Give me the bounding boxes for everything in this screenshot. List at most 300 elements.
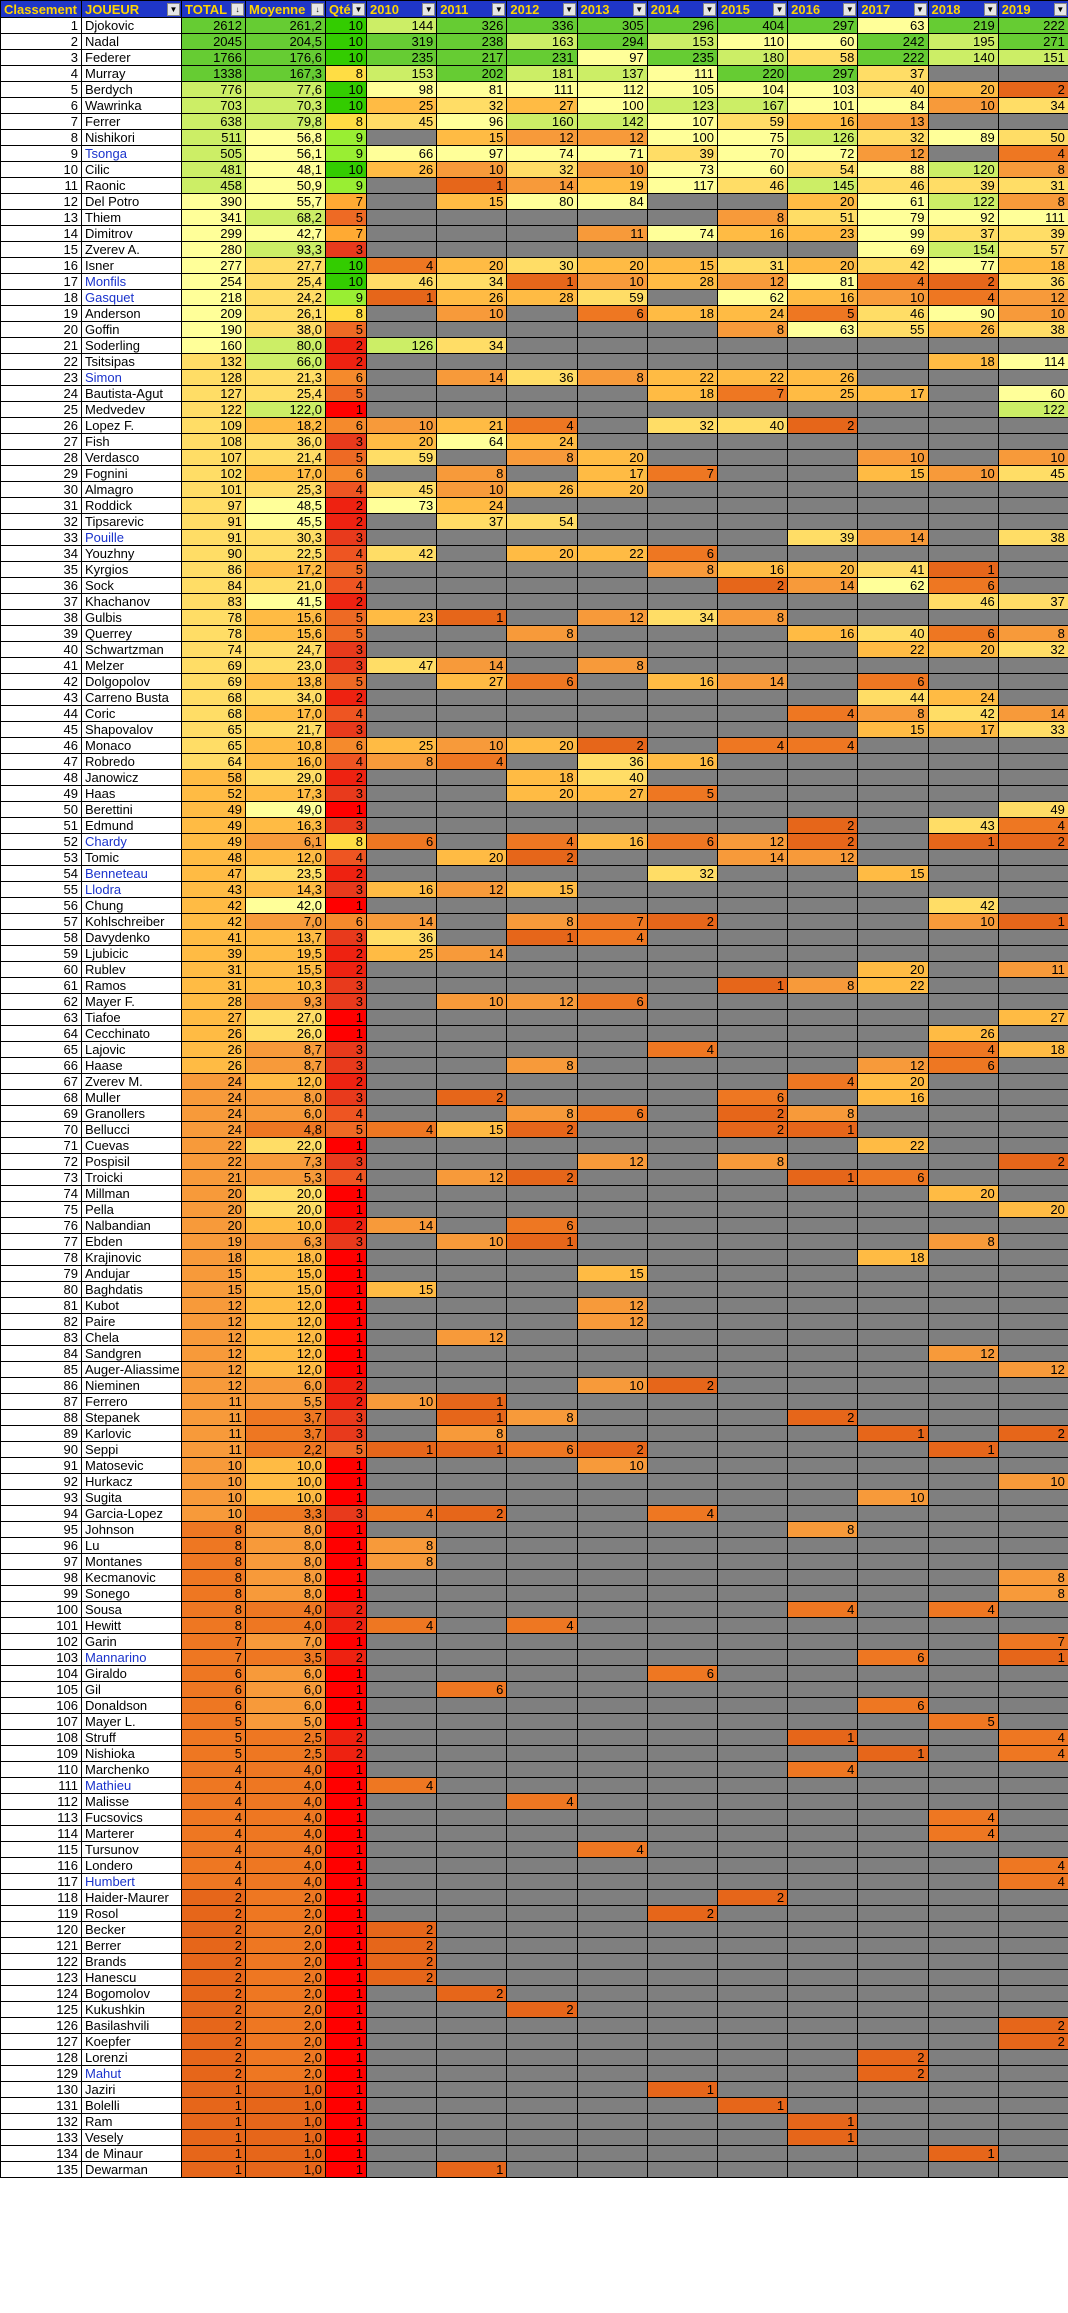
- cell-y2017[interactable]: [858, 2018, 928, 2034]
- cell-rank[interactable]: 45: [1, 722, 82, 738]
- cell-y2012[interactable]: [507, 1138, 577, 1154]
- cell-y2018[interactable]: [928, 450, 998, 466]
- cell-average[interactable]: 4,0: [246, 1810, 326, 1826]
- cell-y2013[interactable]: 6: [577, 994, 647, 1010]
- cell-player[interactable]: Kubot: [82, 1298, 182, 1314]
- cell-count[interactable]: 4: [326, 546, 367, 562]
- cell-y2011[interactable]: [437, 2002, 507, 2018]
- cell-y2018[interactable]: [928, 786, 998, 802]
- cell-y2011[interactable]: [437, 578, 507, 594]
- cell-rank[interactable]: 109: [1, 1746, 82, 1762]
- cell-y2014[interactable]: 15: [647, 258, 717, 274]
- cell-y2012[interactable]: [507, 1778, 577, 1794]
- cell-y2017[interactable]: [858, 354, 928, 370]
- column-header-2010[interactable]: [367, 1, 437, 18]
- cell-rank[interactable]: 125: [1, 2002, 82, 2018]
- cell-y2014[interactable]: [647, 242, 717, 258]
- cell-y2019[interactable]: 8: [998, 626, 1068, 642]
- cell-y2014[interactable]: 296: [647, 18, 717, 34]
- cell-y2017[interactable]: 6: [858, 1170, 928, 1186]
- cell-y2019[interactable]: 111: [998, 210, 1068, 226]
- cell-rank[interactable]: 113: [1, 1810, 82, 1826]
- cell-y2016[interactable]: 5: [788, 306, 858, 322]
- cell-y2017[interactable]: [858, 1842, 928, 1858]
- cell-rank[interactable]: 97: [1, 1554, 82, 1570]
- cell-y2016[interactable]: 8: [788, 1522, 858, 1538]
- cell-y2017[interactable]: 84: [858, 98, 928, 114]
- cell-y2016[interactable]: 63: [788, 322, 858, 338]
- cell-y2015[interactable]: 14: [717, 674, 787, 690]
- cell-y2019[interactable]: 45: [998, 466, 1068, 482]
- cell-player[interactable]: Kecmanovic: [82, 1570, 182, 1586]
- cell-y2010[interactable]: 10: [367, 418, 437, 434]
- cell-y2014[interactable]: 2: [647, 914, 717, 930]
- cell-average[interactable]: 2,0: [246, 1954, 326, 1970]
- cell-player[interactable]: Nadal: [82, 34, 182, 50]
- cell-y2011[interactable]: 10: [437, 162, 507, 178]
- cell-player[interactable]: Murray: [82, 66, 182, 82]
- cell-y2017[interactable]: [858, 1106, 928, 1122]
- cell-y2012[interactable]: 80: [507, 194, 577, 210]
- cell-y2017[interactable]: [858, 1682, 928, 1698]
- cell-y2018[interactable]: [928, 962, 998, 978]
- cell-y2012[interactable]: [507, 306, 577, 322]
- cell-total[interactable]: 776: [182, 82, 246, 98]
- cell-average[interactable]: 5,0: [246, 1714, 326, 1730]
- cell-count[interactable]: 1: [326, 2130, 367, 2146]
- cell-y2011[interactable]: [437, 1762, 507, 1778]
- cell-y2014[interactable]: [647, 1810, 717, 1826]
- cell-y2018[interactable]: [928, 498, 998, 514]
- cell-rank[interactable]: 98: [1, 1570, 82, 1586]
- cell-y2015[interactable]: [717, 690, 787, 706]
- cell-player[interactable]: Pouille: [82, 530, 182, 546]
- cell-y2015[interactable]: [717, 1058, 787, 1074]
- cell-y2012[interactable]: [507, 2130, 577, 2146]
- cell-count[interactable]: 1: [326, 1362, 367, 1378]
- cell-player[interactable]: Giraldo: [82, 1666, 182, 1682]
- cell-player[interactable]: Hurkacz: [82, 1474, 182, 1490]
- cell-count[interactable]: 9: [326, 178, 367, 194]
- cell-y2017[interactable]: [858, 738, 928, 754]
- cell-y2015[interactable]: [717, 1234, 787, 1250]
- cell-y2019[interactable]: [998, 338, 1068, 354]
- cell-y2011[interactable]: 1: [437, 1394, 507, 1410]
- cell-player[interactable]: Marchenko: [82, 1762, 182, 1778]
- cell-y2012[interactable]: [507, 658, 577, 674]
- cell-player[interactable]: Roddick: [82, 498, 182, 514]
- cell-y2013[interactable]: [577, 322, 647, 338]
- cell-y2012[interactable]: [507, 1762, 577, 1778]
- cell-y2010[interactable]: [367, 1250, 437, 1266]
- cell-total[interactable]: 481: [182, 162, 246, 178]
- cell-y2012[interactable]: 18: [507, 770, 577, 786]
- cell-y2011[interactable]: [437, 1298, 507, 1314]
- cell-y2014[interactable]: [647, 210, 717, 226]
- cell-total[interactable]: 101: [182, 482, 246, 498]
- cell-y2018[interactable]: 90: [928, 306, 998, 322]
- cell-y2017[interactable]: [858, 1778, 928, 1794]
- cell-y2019[interactable]: [998, 850, 1068, 866]
- cell-y2011[interactable]: [437, 1154, 507, 1170]
- cell-count[interactable]: 8: [326, 66, 367, 82]
- cell-player[interactable]: Bolelli: [82, 2098, 182, 2114]
- cell-count[interactable]: 1: [326, 1570, 367, 1586]
- cell-y2010[interactable]: [367, 1058, 437, 1074]
- cell-y2010[interactable]: 4: [367, 258, 437, 274]
- cell-y2010[interactable]: 23: [367, 610, 437, 626]
- cell-y2014[interactable]: [647, 882, 717, 898]
- cell-y2016[interactable]: [788, 1378, 858, 1394]
- cell-player[interactable]: Llodra: [82, 882, 182, 898]
- cell-y2013[interactable]: [577, 1218, 647, 1234]
- cell-y2013[interactable]: [577, 1058, 647, 1074]
- cell-total[interactable]: 2: [182, 1890, 246, 1906]
- cell-y2018[interactable]: 1: [928, 834, 998, 850]
- cell-y2017[interactable]: 20: [858, 962, 928, 978]
- cell-y2019[interactable]: 34: [998, 98, 1068, 114]
- cell-average[interactable]: 18,0: [246, 1250, 326, 1266]
- cell-y2010[interactable]: [367, 466, 437, 482]
- cell-y2017[interactable]: 17: [858, 386, 928, 402]
- cell-y2016[interactable]: [788, 1218, 858, 1234]
- cell-y2014[interactable]: [647, 946, 717, 962]
- cell-count[interactable]: 8: [326, 306, 367, 322]
- cell-y2016[interactable]: 1: [788, 2114, 858, 2130]
- cell-y2018[interactable]: [928, 1842, 998, 1858]
- cell-y2017[interactable]: 15: [858, 866, 928, 882]
- cell-y2014[interactable]: 6: [647, 1666, 717, 1682]
- cell-y2012[interactable]: [507, 802, 577, 818]
- cell-y2015[interactable]: [717, 242, 787, 258]
- cell-y2019[interactable]: 1: [998, 1650, 1068, 1666]
- cell-y2019[interactable]: [998, 1778, 1068, 1794]
- cell-player[interactable]: Chela: [82, 1330, 182, 1346]
- cell-y2010[interactable]: [367, 802, 437, 818]
- cell-y2012[interactable]: 2: [507, 2002, 577, 2018]
- cell-average[interactable]: 77,6: [246, 82, 326, 98]
- cell-y2019[interactable]: [998, 1906, 1068, 1922]
- cell-y2011[interactable]: [437, 1202, 507, 1218]
- cell-y2017[interactable]: [858, 1714, 928, 1730]
- cell-y2016[interactable]: [788, 1746, 858, 1762]
- cell-player[interactable]: Garin: [82, 1634, 182, 1650]
- cell-y2013[interactable]: [577, 1682, 647, 1698]
- cell-y2012[interactable]: [507, 1826, 577, 1842]
- cell-player[interactable]: Brands: [82, 1954, 182, 1970]
- cell-y2014[interactable]: [647, 1522, 717, 1538]
- cell-y2012[interactable]: [507, 978, 577, 994]
- cell-average[interactable]: 12,0: [246, 1298, 326, 1314]
- cell-y2015[interactable]: [717, 1586, 787, 1602]
- cell-rank[interactable]: 11: [1, 178, 82, 194]
- cell-y2013[interactable]: [577, 1810, 647, 1826]
- cell-player[interactable]: Ebden: [82, 1234, 182, 1250]
- cell-y2015[interactable]: 110: [717, 34, 787, 50]
- cell-y2011[interactable]: 217: [437, 50, 507, 66]
- cell-y2013[interactable]: [577, 1698, 647, 1714]
- cell-y2014[interactable]: 7: [647, 466, 717, 482]
- cell-average[interactable]: 26,0: [246, 1026, 326, 1042]
- cell-y2010[interactable]: 2: [367, 1954, 437, 1970]
- cell-y2019[interactable]: [998, 1122, 1068, 1138]
- cell-rank[interactable]: 75: [1, 1202, 82, 1218]
- cell-y2013[interactable]: 12: [577, 610, 647, 626]
- cell-y2010[interactable]: [367, 690, 437, 706]
- cell-rank[interactable]: 106: [1, 1698, 82, 1714]
- cell-count[interactable]: 2: [326, 866, 367, 882]
- cell-rank[interactable]: 110: [1, 1762, 82, 1778]
- cell-y2015[interactable]: [717, 770, 787, 786]
- cell-count[interactable]: 3: [326, 530, 367, 546]
- cell-total[interactable]: 8: [182, 1602, 246, 1618]
- cell-count[interactable]: 1: [326, 2114, 367, 2130]
- cell-y2019[interactable]: [998, 370, 1068, 386]
- cell-y2019[interactable]: [998, 1890, 1068, 1906]
- cell-count[interactable]: 10: [326, 82, 367, 98]
- cell-y2019[interactable]: [998, 994, 1068, 1010]
- cell-y2011[interactable]: 326: [437, 18, 507, 34]
- cell-y2019[interactable]: 57: [998, 242, 1068, 258]
- cell-y2014[interactable]: [647, 1490, 717, 1506]
- cell-count[interactable]: 3: [326, 930, 367, 946]
- cell-y2011[interactable]: [437, 706, 507, 722]
- cell-y2012[interactable]: 231: [507, 50, 577, 66]
- cell-average[interactable]: 6,0: [246, 1698, 326, 1714]
- cell-average[interactable]: 10,0: [246, 1218, 326, 1234]
- cell-y2010[interactable]: [367, 1026, 437, 1042]
- cell-y2012[interactable]: 20: [507, 786, 577, 802]
- cell-total[interactable]: 6: [182, 1698, 246, 1714]
- cell-y2010[interactable]: 10: [367, 1394, 437, 1410]
- cell-y2010[interactable]: 45: [367, 114, 437, 130]
- cell-count[interactable]: 5: [326, 562, 367, 578]
- cell-y2015[interactable]: [717, 1666, 787, 1682]
- cell-y2012[interactable]: 28: [507, 290, 577, 306]
- cell-y2016[interactable]: [788, 594, 858, 610]
- cell-y2011[interactable]: [437, 1346, 507, 1362]
- filter-dropdown-icon[interactable]: ▼: [703, 3, 716, 16]
- cell-y2012[interactable]: [507, 1986, 577, 2002]
- cell-y2018[interactable]: [928, 1730, 998, 1746]
- cell-y2013[interactable]: [577, 1634, 647, 1650]
- cell-total[interactable]: 1: [182, 2082, 246, 2098]
- cell-player[interactable]: Nishioka: [82, 1746, 182, 1762]
- cell-rank[interactable]: 115: [1, 1842, 82, 1858]
- cell-total[interactable]: 5: [182, 1714, 246, 1730]
- cell-y2019[interactable]: [998, 1026, 1068, 1042]
- cell-player[interactable]: Robredo: [82, 754, 182, 770]
- cell-y2012[interactable]: [507, 1314, 577, 1330]
- cell-y2016[interactable]: [788, 898, 858, 914]
- cell-average[interactable]: 10,3: [246, 978, 326, 994]
- cell-y2011[interactable]: [437, 386, 507, 402]
- cell-y2016[interactable]: [788, 466, 858, 482]
- cell-y2013[interactable]: 15: [577, 1266, 647, 1282]
- cell-y2019[interactable]: 8: [998, 194, 1068, 210]
- cell-y2017[interactable]: [858, 1026, 928, 1042]
- cell-y2014[interactable]: [647, 1362, 717, 1378]
- cell-player[interactable]: Tipsarevic: [82, 514, 182, 530]
- cell-total[interactable]: 43: [182, 882, 246, 898]
- cell-count[interactable]: 9: [326, 130, 367, 146]
- cell-y2014[interactable]: [647, 1602, 717, 1618]
- cell-y2017[interactable]: [858, 1458, 928, 1474]
- cell-y2019[interactable]: [998, 658, 1068, 674]
- cell-y2018[interactable]: 17: [928, 722, 998, 738]
- cell-y2013[interactable]: 84: [577, 194, 647, 210]
- cell-total[interactable]: 42: [182, 914, 246, 930]
- cell-y2019[interactable]: 8: [998, 162, 1068, 178]
- cell-y2013[interactable]: [577, 1762, 647, 1778]
- cell-rank[interactable]: 103: [1, 1650, 82, 1666]
- cell-y2013[interactable]: 2: [577, 1442, 647, 1458]
- cell-y2018[interactable]: 6: [928, 1058, 998, 1074]
- cell-y2016[interactable]: [788, 450, 858, 466]
- cell-total[interactable]: 49: [182, 834, 246, 850]
- cell-y2014[interactable]: 16: [647, 674, 717, 690]
- cell-y2013[interactable]: [577, 1938, 647, 1954]
- cell-y2013[interactable]: 19: [577, 178, 647, 194]
- cell-y2013[interactable]: [577, 242, 647, 258]
- cell-y2018[interactable]: [928, 882, 998, 898]
- cell-y2019[interactable]: [998, 1378, 1068, 1394]
- cell-y2012[interactable]: [507, 1874, 577, 1890]
- cell-y2017[interactable]: [858, 786, 928, 802]
- cell-y2015[interactable]: 4: [717, 738, 787, 754]
- cell-y2014[interactable]: [647, 530, 717, 546]
- cell-total[interactable]: 2: [182, 1938, 246, 1954]
- cell-y2015[interactable]: [717, 2130, 787, 2146]
- cell-rank[interactable]: 12: [1, 194, 82, 210]
- cell-average[interactable]: 4,0: [246, 1826, 326, 1842]
- cell-y2012[interactable]: 4: [507, 418, 577, 434]
- cell-y2014[interactable]: [647, 930, 717, 946]
- cell-y2014[interactable]: [647, 978, 717, 994]
- cell-y2010[interactable]: 8: [367, 754, 437, 770]
- cell-rank[interactable]: 131: [1, 2098, 82, 2114]
- cell-y2016[interactable]: 12: [788, 850, 858, 866]
- cell-average[interactable]: 2,0: [246, 2002, 326, 2018]
- cell-player[interactable]: Jaziri: [82, 2082, 182, 2098]
- cell-y2017[interactable]: [858, 1586, 928, 1602]
- cell-y2014[interactable]: [647, 450, 717, 466]
- cell-y2016[interactable]: [788, 802, 858, 818]
- cell-player[interactable]: Mahut: [82, 2066, 182, 2082]
- cell-y2019[interactable]: 4: [998, 1746, 1068, 1762]
- cell-y2016[interactable]: [788, 1666, 858, 1682]
- cell-y2013[interactable]: [577, 1794, 647, 1810]
- cell-total[interactable]: 15: [182, 1282, 246, 1298]
- cell-y2013[interactable]: 12: [577, 130, 647, 146]
- cell-y2012[interactable]: 20: [507, 738, 577, 754]
- cell-average[interactable]: 2,5: [246, 1746, 326, 1762]
- filter-dropdown-icon[interactable]: ▼: [843, 3, 856, 16]
- cell-y2017[interactable]: [858, 1330, 928, 1346]
- cell-y2015[interactable]: 167: [717, 98, 787, 114]
- cell-y2016[interactable]: 2: [788, 834, 858, 850]
- cell-y2019[interactable]: [998, 1666, 1068, 1682]
- cell-y2018[interactable]: 77: [928, 258, 998, 274]
- cell-y2010[interactable]: [367, 2066, 437, 2082]
- cell-total[interactable]: 68: [182, 690, 246, 706]
- cell-y2017[interactable]: [858, 1346, 928, 1362]
- cell-y2017[interactable]: 12: [858, 146, 928, 162]
- cell-rank[interactable]: 31: [1, 498, 82, 514]
- cell-y2017[interactable]: 4: [858, 274, 928, 290]
- cell-y2010[interactable]: [367, 2098, 437, 2114]
- cell-rank[interactable]: 18: [1, 290, 82, 306]
- cell-y2016[interactable]: [788, 2066, 858, 2082]
- cell-y2018[interactable]: [928, 114, 998, 130]
- cell-average[interactable]: 3,3: [246, 1506, 326, 1522]
- cell-y2017[interactable]: [858, 1762, 928, 1778]
- cell-y2010[interactable]: [367, 2034, 437, 2050]
- cell-y2018[interactable]: [928, 2098, 998, 2114]
- cell-y2010[interactable]: [367, 1010, 437, 1026]
- cell-count[interactable]: 5: [326, 674, 367, 690]
- cell-count[interactable]: 1: [326, 2082, 367, 2098]
- cell-y2015[interactable]: 2: [717, 1122, 787, 1138]
- cell-total[interactable]: 8: [182, 1586, 246, 1602]
- cell-y2016[interactable]: [788, 1906, 858, 1922]
- cell-player[interactable]: Sock: [82, 578, 182, 594]
- cell-y2019[interactable]: [998, 1250, 1068, 1266]
- cell-y2016[interactable]: [788, 674, 858, 690]
- cell-y2010[interactable]: [367, 1890, 437, 1906]
- cell-count[interactable]: 1: [326, 2050, 367, 2066]
- cell-y2015[interactable]: [717, 1618, 787, 1634]
- cell-average[interactable]: 23,0: [246, 658, 326, 674]
- cell-y2014[interactable]: 5: [647, 786, 717, 802]
- cell-y2018[interactable]: 26: [928, 1026, 998, 1042]
- cell-average[interactable]: 15,6: [246, 626, 326, 642]
- cell-rank[interactable]: 27: [1, 434, 82, 450]
- cell-average[interactable]: 12,0: [246, 1330, 326, 1346]
- cell-y2019[interactable]: [998, 1714, 1068, 1730]
- cell-y2010[interactable]: [367, 2018, 437, 2034]
- cell-y2013[interactable]: 27: [577, 786, 647, 802]
- column-header-moyenne[interactable]: [246, 1, 326, 18]
- cell-average[interactable]: 79,8: [246, 114, 326, 130]
- cell-player[interactable]: Youzhny: [82, 546, 182, 562]
- cell-y2010[interactable]: 4: [367, 1122, 437, 1138]
- cell-y2011[interactable]: [437, 1106, 507, 1122]
- cell-y2011[interactable]: 2: [437, 1986, 507, 2002]
- cell-y2011[interactable]: 97: [437, 146, 507, 162]
- cell-total[interactable]: 24: [182, 1090, 246, 1106]
- cell-total[interactable]: 511: [182, 130, 246, 146]
- cell-average[interactable]: 261,2: [246, 18, 326, 34]
- cell-rank[interactable]: 22: [1, 354, 82, 370]
- cell-y2013[interactable]: [577, 802, 647, 818]
- cell-y2013[interactable]: 2: [577, 738, 647, 754]
- cell-rank[interactable]: 56: [1, 898, 82, 914]
- cell-y2011[interactable]: [437, 2114, 507, 2130]
- cell-player[interactable]: Federer: [82, 50, 182, 66]
- cell-y2014[interactable]: [647, 1842, 717, 1858]
- cell-y2018[interactable]: [928, 738, 998, 754]
- cell-y2010[interactable]: [367, 1138, 437, 1154]
- cell-y2017[interactable]: [858, 1810, 928, 1826]
- cell-y2019[interactable]: 122: [998, 402, 1068, 418]
- cell-y2018[interactable]: [928, 1362, 998, 1378]
- cell-rank[interactable]: 121: [1, 1938, 82, 1954]
- cell-rank[interactable]: 102: [1, 1634, 82, 1650]
- cell-y2013[interactable]: [577, 1170, 647, 1186]
- cell-total[interactable]: 341: [182, 210, 246, 226]
- cell-rank[interactable]: 3: [1, 50, 82, 66]
